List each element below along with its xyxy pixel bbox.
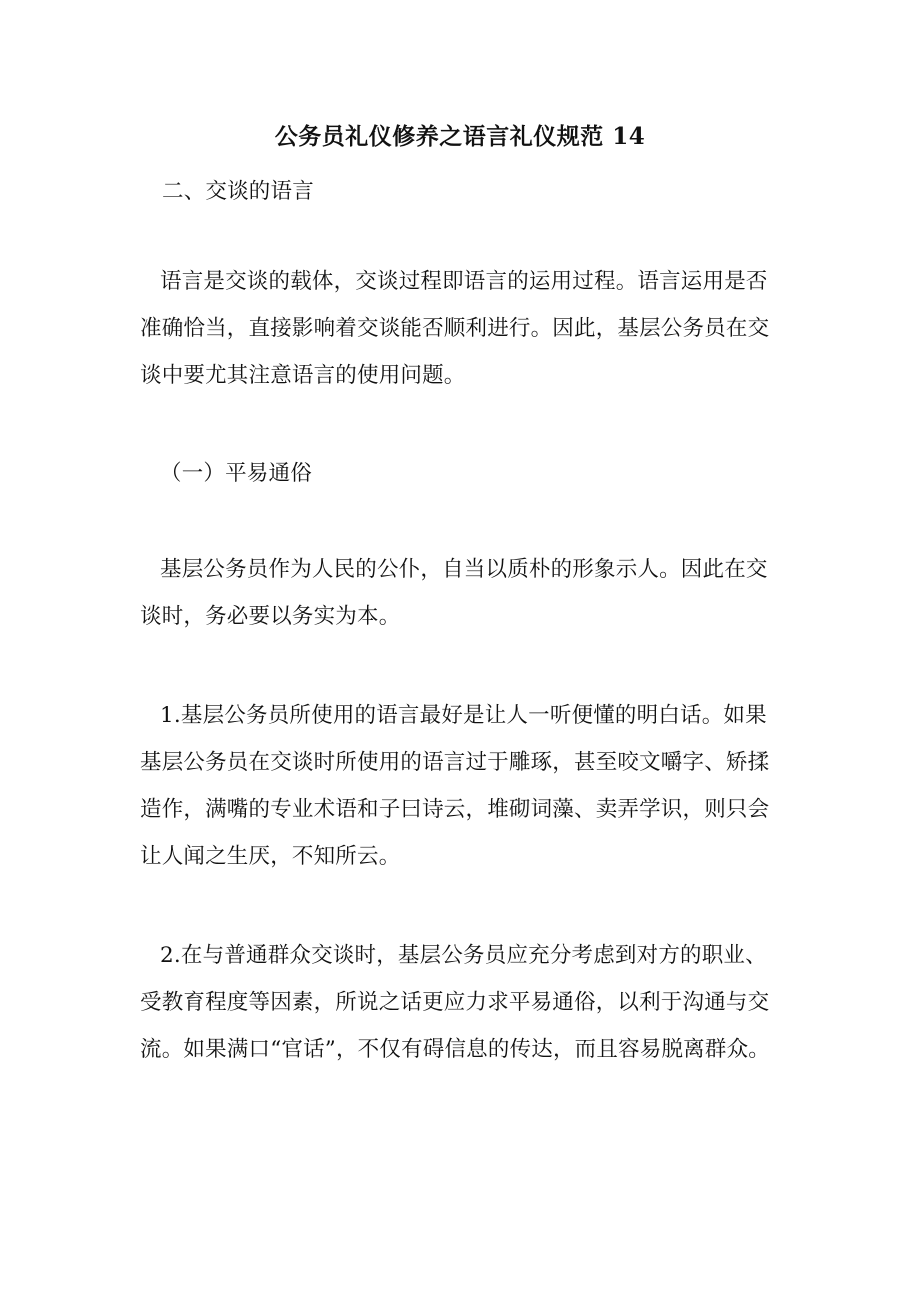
- document-title: 公务员礼仪修养之语言礼仪规范 14: [274, 123, 646, 150]
- section-heading: 二、交谈的语言: [162, 179, 314, 204]
- subheading-plain-language: （一）平易通俗: [160, 461, 312, 486]
- paragraph-plain-language: 基层公务员作为人民的公仆，自当以质朴的形象示人。因此在交谈时，务必要以务实为本。: [140, 557, 768, 629]
- list-item-1: 1.基层公务员所使用的语言最好是让人一听便懂的明白话。如果基层公务员在交谈时所使用的语言过于雕琢，甚至咬文嚼字、矫揉造作，满嘴的专业术语和子曰诗云，堆砌词藻、卖弄学识，则只会让人闻之生厌，不知所云。: [140, 703, 770, 869]
- paragraph-intro: 语言是交谈的载体，交谈过程即语言的运用过程。语言运用是否准确恰当，直接影响着交谈能否顺利进行。因此，基层公务员在交谈中要尤其注意语言的使用问题。: [140, 269, 770, 388]
- list-item-2: 2.在与普通群众交谈时，基层公务员应充分考虑到对方的职业、受教育程度等因素，所说之话更应力求平易通俗，以利于沟通与交流。如果满口“官话”，不仅有碍信息的传达，而且容易脱离群众。: [140, 943, 770, 1062]
